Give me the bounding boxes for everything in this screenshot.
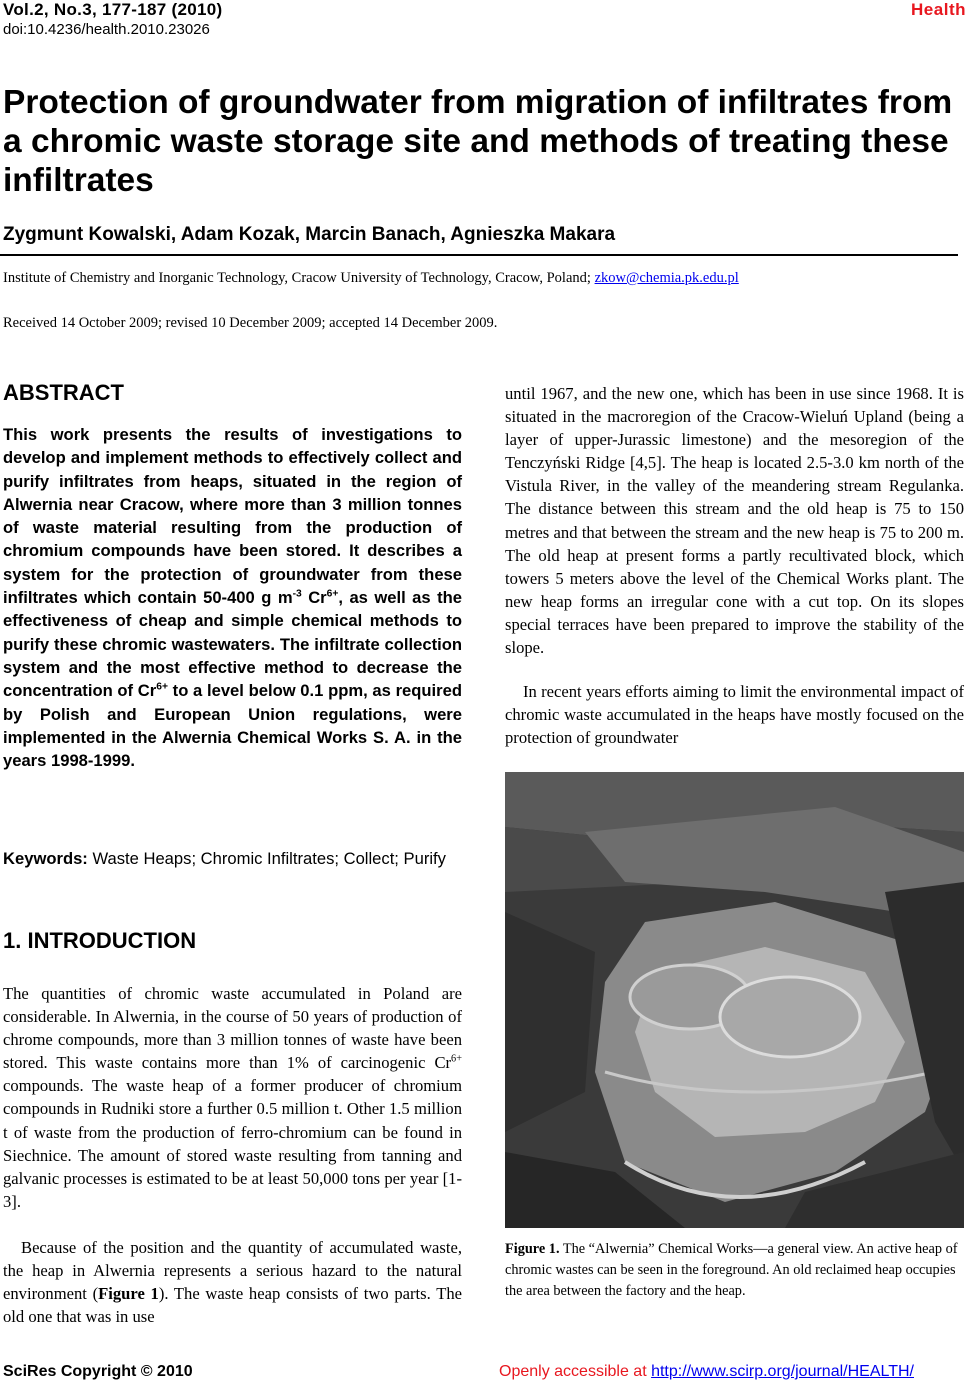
received-dates: Received 14 October 2009; revised 10 December 2009; accepted 14 December 2009.	[3, 315, 498, 331]
doi: doi:10.4236/health.2010.23026	[3, 21, 210, 38]
figure-label: Figure 1.	[505, 1241, 560, 1257]
intro-paragraph-4: In recent years efforts aiming to limit the environmental impact of chromic waste accumulated in the heaps have mostly focused on the protection of groundwater	[505, 682, 964, 748]
affiliation	[3, 270, 739, 287]
affiliation-text: Institute of Chemistry and Inorganic Technology, Cracow University of Technology, Cracow, Poland;	[3, 270, 595, 286]
footer-copyright: SciRes Copyright © 2010	[3, 1363, 193, 1380]
intro-heading: 1. INTRODUCTION	[3, 928, 197, 953]
figure-reference[interactable]: Figure 1	[98, 1284, 159, 1304]
journal-name: Health	[911, 0, 966, 19]
keywords-label: Keywords:	[3, 849, 88, 868]
intro-paragraph-1: The quantities of chromic waste accumulated in Poland are considerable. In Alwernia, in the course of 50 years of production of chrome compounds, more than 3 million tonnes of waste have been stored. This waste contains more than 1% of carcinogenic $Cr^{6+}$ compounds. The waste heap of a former producer of chromium compounds in Rudniki store a further 0.5 million t. Other 1.5 million t of waste from the production of ferro-chromium can be found in Siechnice. The amount of stored waste resulting from tanning and galvanic processes is estimated to be at least 50,000 tons per year [1-3].	[3, 984, 462, 1211]
abstract-heading: ABSTRACT	[3, 380, 124, 405]
paper-title: Protection of groundwater from migration of infiltrates from a chromic waste storage site and methods of treating these infiltrates	[3, 84, 953, 199]
figure-1-photo	[505, 772, 964, 1228]
journal-url-link[interactable]: http://www.scirp.org/journal/HEALTH/	[651, 1363, 914, 1380]
figure-1-caption: Figure 1. The “Alwernia” Chemical Works—a general view. An active heap of chromic wastes can be seen in the foreground. An old reclaimed heap occupies the area between the factory and the heap.	[505, 1241, 958, 1299]
journal-volume: Vol.2, No.3, 177-187 (2010)	[3, 0, 223, 19]
title-divider	[0, 254, 958, 256]
abstract-body: This work presents the results of investigations to develop and implement methods to effectively collect and purify infiltrates from heaps, situated in the region of Alwernia near Cracow, where more than 3 million tonnes of waste material resulting from the production of chromium compounds have been stored. It describes a system for the protection of groundwater from these infiltrates which contain 50-400 g $m^{-3}$ $Cr^{6+}$, as well as the effectiveness of cheap and simple chemical methods to purify these chromic wastewaters. The infiltrate collection system and the most effective method to decrease the concentration of $Cr^{6+}$ to a level below 0.1 ppm, as required by Polish and European Union regulations, were implemented in the Alwernia Chemical Works S. A. in the years 1998-1999.	[3, 425, 462, 771]
footer-access: Openly accessible at http://www.scirp.org/journal/HEALTH/	[499, 1363, 914, 1380]
email-link[interactable]: zkow@chemia.pk.edu.pl	[594, 270, 739, 286]
keywords	[3, 847, 462, 870]
authors: Zygmunt Kowalski, Adam Kozak, Marcin Banach, Agnieszka Makara	[3, 224, 616, 245]
keywords-text: Waste Heaps; Chromic Infiltrates; Collect; Purify	[87, 849, 446, 868]
intro-paragraph-2: Because of the position and the quantity of accumulated waste, the heap in Alwernia represents a serious hazard to the natural environment (Figure 1). The waste heap consists of two parts. The old one that was in use	[3, 1238, 462, 1327]
intro-paragraph-3: until 1967, and the new one, which has been in use since 1968. It is situated in the macroregion of the Cracow-Wieluń Upland (being a layer of upper-Jurassic limestone) and the mesoregion of the Tenczyński Ridge [4,5]. The heap is located 2.5-3.0 km north of the Vistula River, in the valley of the meandering stream Regulanka. The distance between this stream and the old heap is 75 to 150 metres and that between the stream and the new heap is 75 to 200 m. The old heap at present forms a partly recultivated block, which towers 5 meters above the level of the Chemical Works plant. The new heap forms an irregular cone with a cut top. On its slopes special terraces have been prepared to improve the stability of the slope.	[505, 384, 964, 658]
